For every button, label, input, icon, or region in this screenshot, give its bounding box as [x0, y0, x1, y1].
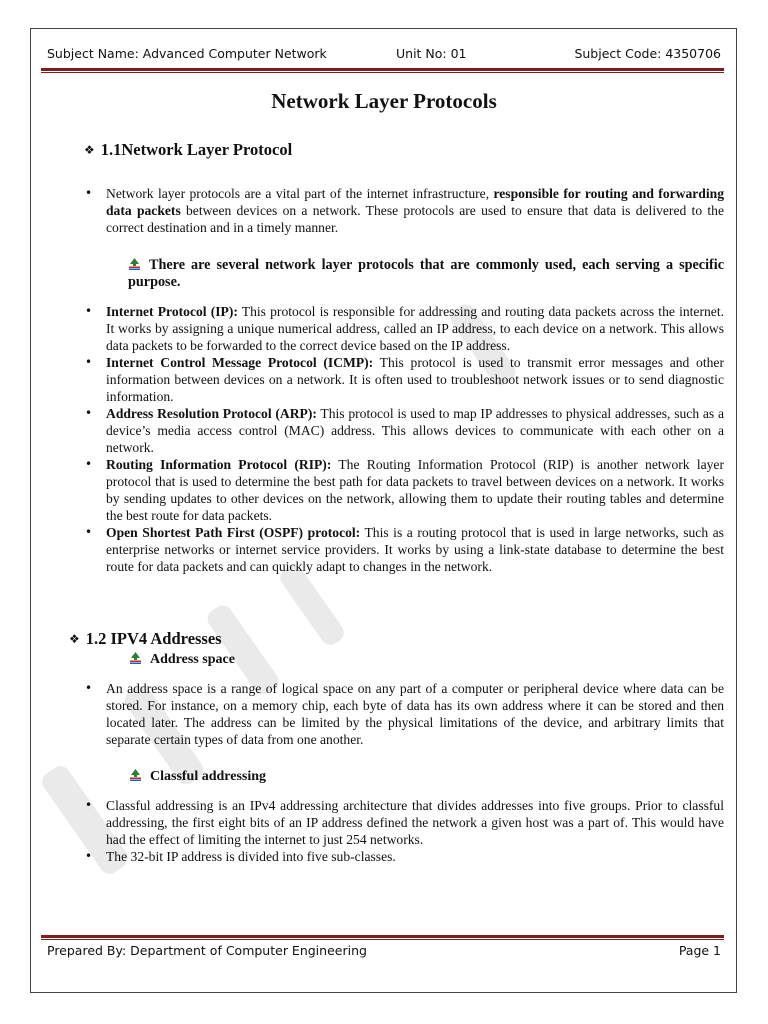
bullet-icon: •: [85, 304, 93, 318]
protocol-name: Internet Control Message Protocol (ICMP):: [106, 355, 374, 370]
intro-text: Network layer protocols are a vital part of the internet infrastructure,: [106, 186, 494, 201]
section-heading-text: 1.1Network Layer Protocol: [100, 140, 293, 159]
arrow-marker-icon: [128, 258, 141, 270]
footer-rule: [41, 935, 724, 938]
page-header: [47, 46, 721, 66]
protocol-desc: This is a routing protocol that is used in large networks, such as enterprise networks or internet service providers. It works by using a link-state database to determine the best route for data packets and can quickly adapt to changes in the network.: [106, 525, 724, 574]
header-rule-thin: [41, 72, 724, 73]
bullet-icon: •: [85, 186, 93, 200]
intro-list: [84, 185, 724, 236]
footer-rule-thin: [41, 939, 724, 940]
protocol-name: Address Resolution Protocol (ARP):: [106, 406, 317, 421]
arrow-marker-icon: [129, 769, 142, 781]
classful-text: The 32-bit IP address is divided into five sub-classes.: [106, 849, 396, 864]
protocol-name: Internet Protocol (IP):: [106, 304, 238, 319]
subject-name: Subject Name: Advanced Computer Network: [47, 46, 327, 61]
diamond-bullet-icon: ❖: [84, 143, 95, 157]
subheading-text: Classful addressing: [150, 769, 267, 784]
classful-list: [84, 797, 724, 865]
classful-text: Classful addressing is an IPv4 addressing architecture that divides addresses into five groups. Prior to classful addressing, the first eight bits of an IP address defined the network a given host was a part of. This would have had the effect of limiting the internet to just 254 networks.: [106, 798, 724, 847]
list-item: [84, 354, 724, 405]
list-item: [84, 456, 724, 524]
protocol-desc: The Routing Information Protocol (RIP) is another network layer protocol that is used to determine the best path for data packets to travel between devices on a network. It works by sending updates to other devices on the network, allowing them to update their routing tables and determine the best route for data packets.: [106, 457, 724, 523]
unit-no: Unit No: 01: [396, 46, 467, 61]
list-item: [84, 185, 724, 236]
address-space-text: An address space is a range of logical space on any part of a computer or peripheral device where data can be stored. For instance, on a memory chip, each byte of data has its own address where it can be stored and then located later. The address can be limited by the physical limitations of the device, and arbitrary limits that separate certain types of data from one another.: [106, 681, 724, 747]
page-footer: [47, 943, 721, 963]
bullet-icon: •: [85, 406, 93, 420]
bullet-icon: •: [85, 355, 93, 369]
section-heading-2: [69, 629, 222, 649]
diamond-bullet-icon: ❖: [69, 632, 80, 646]
arrow-marker-icon: [129, 652, 142, 664]
highlight-text: There are several network layer protocols that are commonly used, each serving a specific purpose.: [128, 257, 724, 290]
prepared-by: Prepared By: Department of Computer Engineering: [47, 943, 367, 958]
highlight-point: [128, 257, 724, 291]
bullet-icon: •: [85, 525, 93, 539]
protocol-desc: This protocol is used to transmit error messages and other information between devices on a network. It is often used to troubleshoot network issues or to send diagnostic information.: [106, 355, 724, 404]
list-item: [84, 680, 724, 748]
bullet-icon: •: [85, 849, 93, 863]
protocol-name: Open Shortest Path First (OSPF) protocol:: [106, 525, 361, 540]
page-number: Page 1: [678, 943, 721, 958]
header-rule: [41, 68, 724, 71]
list-item: [84, 848, 724, 865]
list-item: [84, 797, 724, 848]
list-item: [84, 524, 724, 575]
intro-bold-text: responsible for routing and forwarding data packets: [106, 186, 724, 218]
list-item: [84, 405, 724, 456]
section-heading-1: [84, 140, 292, 160]
subject-code: Subject Code: 4350706: [574, 46, 721, 61]
address-space-list: [84, 680, 724, 748]
protocol-list: [84, 303, 724, 575]
list-item: [84, 303, 724, 354]
bullet-icon: •: [85, 798, 93, 812]
bullet-icon: •: [85, 681, 93, 695]
protocol-desc: This protocol is responsible for addressing and routing data packets across the internet. It works by assigning a unique numerical address, called an IP address, to each device on a network. This allows data packets to be forwarded to the correct device based on the IP address.: [106, 304, 724, 353]
subheading-classful: [129, 768, 266, 785]
bullet-icon: •: [85, 457, 93, 471]
subheading-address-space: [129, 651, 235, 668]
section-heading-text: 1.2 IPV4 Addresses: [85, 629, 222, 648]
subheading-text: Address space: [150, 652, 235, 667]
page-title: Network Layer Protocols: [271, 89, 497, 113]
intro-text-end: between devices on a network. These protocols are used to ensure that data is delivered to the correct destination and in a timely manner.: [106, 203, 724, 235]
protocol-name: Routing Information Protocol (RIP):: [106, 457, 332, 472]
protocol-desc: This protocol is used to map IP addresses to physical addresses, such as a device’s media access control (MAC) address. This allows devices to communicate with each other on a network.: [106, 406, 724, 455]
